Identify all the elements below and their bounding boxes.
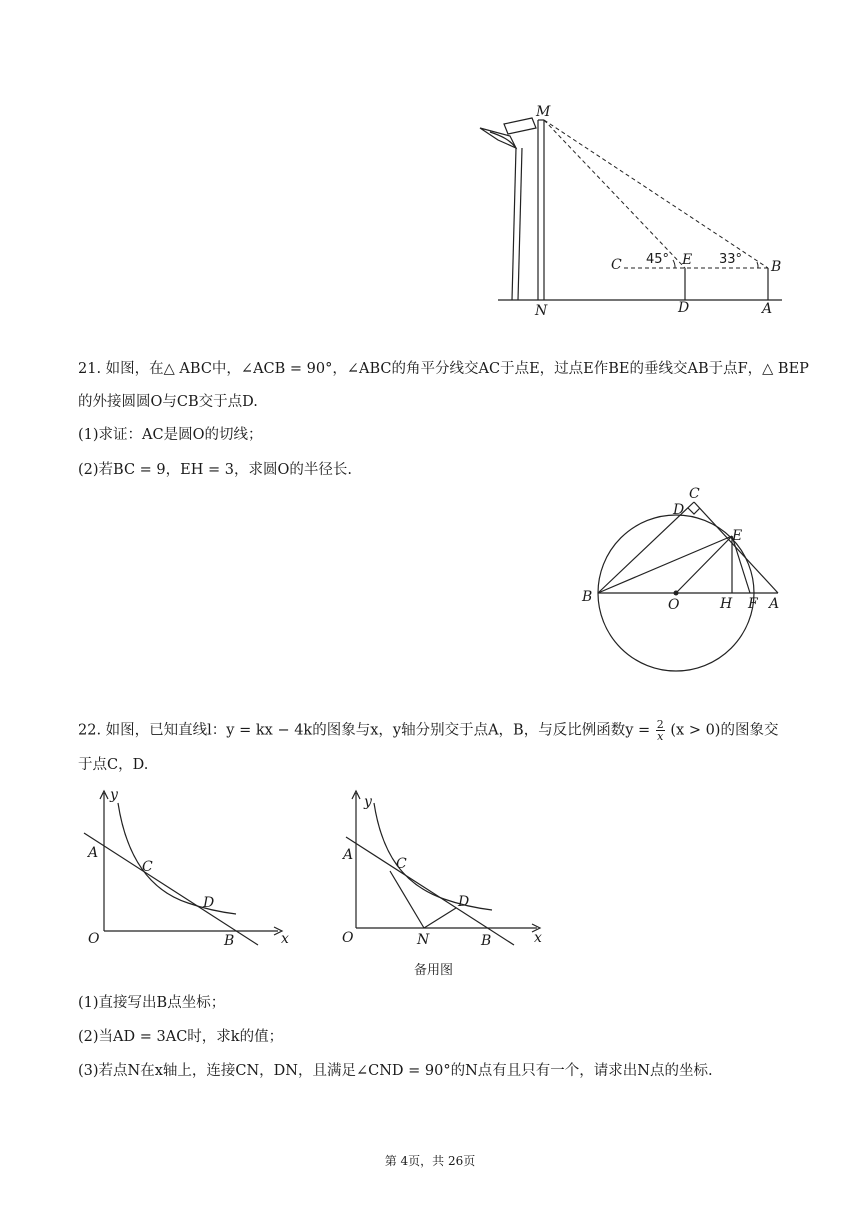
label-A: A <box>762 301 773 317</box>
figure-caption: 备用图 <box>414 963 454 978</box>
label-C: C <box>611 257 622 273</box>
label-A: A <box>88 845 99 861</box>
label-C: C <box>396 856 407 872</box>
label-C: C <box>142 859 153 875</box>
label-D: D <box>673 502 685 518</box>
q22-number: 22. <box>78 722 102 739</box>
q21-line1 <box>78 359 809 379</box>
q21-part1: (1)求证：AC是圆O的切线； <box>78 427 263 443</box>
q21-stem: 如图，在△ ABC中，∠ACB = 90°，∠ABC的角平分线交AC于点E，过点E作BE的垂线交AB于点F，△ BEP <box>105 361 809 377</box>
label-B: B <box>481 933 492 949</box>
label-B: B <box>224 933 235 949</box>
q22-part3: (3)若点N在x轴上，连接CN，DN，且满足∠CND = 90°的N点有且只有一个，请求出N点的坐标. <box>78 1063 713 1079</box>
label-D: D <box>678 300 690 316</box>
page-footer: 第 4页，共 26页 <box>384 1154 476 1168</box>
label-E: E <box>732 528 743 544</box>
label-y: y <box>364 794 372 810</box>
q21-number: 21. <box>78 361 102 377</box>
q22-line2: 于点C，D. <box>78 757 149 773</box>
label-x: x <box>534 930 542 946</box>
label-F: F <box>748 596 758 612</box>
q21-part2: (2)若BC = 9，EH = 3，求圆O的半径长. <box>78 462 352 478</box>
label-O: O <box>342 930 354 946</box>
label-O: O <box>668 597 680 613</box>
label-N: N <box>417 932 430 948</box>
figure-lamp-shadow <box>470 100 790 330</box>
label-C: C <box>689 486 700 502</box>
angle-45: 45° <box>646 252 670 267</box>
figure-graph-main <box>78 785 298 955</box>
angle-33: 33° <box>719 252 743 267</box>
label-E: E <box>682 252 693 268</box>
label-D: D <box>203 895 215 911</box>
label-N: N <box>535 303 548 319</box>
label-A: A <box>769 596 780 612</box>
figure-circle <box>570 480 800 680</box>
label-M: M <box>536 104 551 120</box>
q22-stem-a: 如图，已知直线l：y = kx − 4k的图象与x，y轴分别交于点A，B，与反比例函数y = <box>105 722 651 739</box>
fraction-2-over-x: $\frac{2}{x}$ <box>656 718 664 743</box>
q22-part1: (1)直接写出B点坐标； <box>78 995 226 1011</box>
q21-line2: 的外接圆圆O与CB交于点D. <box>78 394 258 410</box>
q22-line1 <box>78 719 778 742</box>
q22-part2: (2)当AD = 3AC时，求k的值； <box>78 1029 284 1045</box>
label-H: H <box>720 596 733 612</box>
label-O: O <box>88 931 100 947</box>
label-y: y <box>110 787 118 803</box>
label-B: B <box>771 259 782 275</box>
label-D: D <box>458 894 470 910</box>
label-A: A <box>343 847 354 863</box>
label-B: B <box>582 589 593 605</box>
label-x: x <box>281 931 289 947</box>
figure-graph-spare <box>332 785 552 955</box>
q22-stem-b: (x > 0)的图象交 <box>670 722 779 739</box>
